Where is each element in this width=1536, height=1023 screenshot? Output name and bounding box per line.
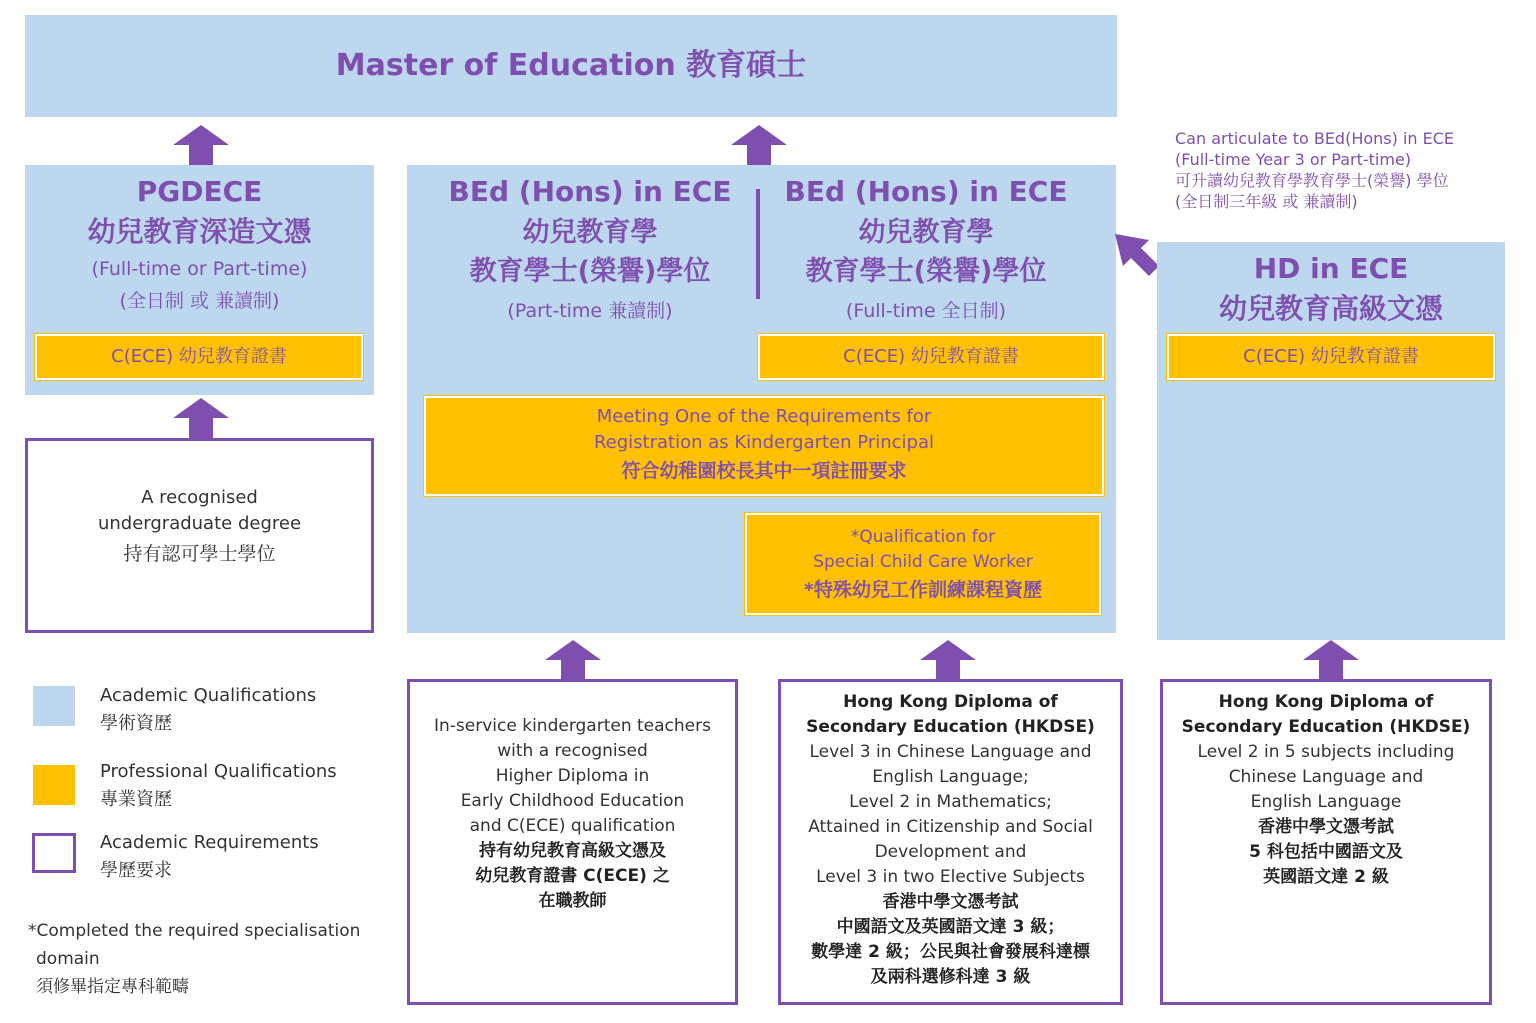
req-hkdse-hd-line-zh: 英國語文達 2 級 bbox=[1263, 867, 1389, 887]
bed-ft-title-zh-2: 教育學士(榮譽)學位 bbox=[805, 256, 1047, 287]
footnote-line: domain bbox=[36, 949, 100, 969]
req-degree-line: undergraduate degree bbox=[97, 513, 302, 534]
req-hkdse-bed-line: Attained in Citizenship and Social bbox=[808, 817, 1093, 837]
req-inservice-line: with a recognised bbox=[497, 741, 648, 761]
master-title: Master of Education 教育碩士 bbox=[335, 48, 807, 83]
legend-requirements-label: Academic Requirements bbox=[100, 832, 319, 853]
requirement-degree-box bbox=[25, 438, 374, 633]
hd-cert-label: C(ECE) 幼兒教育證書 bbox=[1243, 346, 1419, 367]
req-hkdse-bed-line-zh: 數學達 2 級；公民與社會發展科達標 bbox=[811, 942, 1090, 962]
req-hkdse-bed-line: Development and bbox=[874, 842, 1027, 862]
req-hkdse-hd-line-zh: 5 科包括中國語文及 bbox=[1249, 842, 1403, 862]
bed-full-time-heading bbox=[756, 175, 1096, 323]
req-inservice-line-zh: 持有幼兒教育高級文憑及 bbox=[479, 841, 666, 861]
pgdece-title: PGDECE bbox=[136, 175, 263, 208]
req-hkdse-bed-zh-head: 香港中學文憑考試 bbox=[882, 892, 1019, 912]
bed-pt-title: BEd (Hons) in ECE bbox=[448, 175, 732, 208]
req-inservice-line: and C(ECE) qualification bbox=[469, 816, 676, 836]
req-degree-line: A recognised bbox=[141, 487, 258, 508]
bed-ft-cert-badge bbox=[758, 334, 1104, 380]
arrow-up-left-icon bbox=[1113, 232, 1161, 280]
bed-ft-mode: (Full-time 全日制) bbox=[845, 300, 1007, 322]
bed-pt-mode: (Part-time 兼讀制) bbox=[507, 300, 673, 322]
sccw-line: *Qualification for bbox=[850, 527, 996, 547]
req-degree-line-zh: 持有認可學士學位 bbox=[123, 543, 276, 565]
hd-title-zh: 幼兒教育高級文憑 bbox=[1218, 292, 1443, 325]
legend-professional-label-zh: 專業資歷 bbox=[100, 789, 172, 810]
legend-requirements-label-zh: 學歷要求 bbox=[100, 860, 172, 881]
req-hkdse-hd-line: English Language bbox=[1250, 792, 1402, 812]
articulation-line: (全日制三年級 或 兼讀制) bbox=[1175, 192, 1358, 211]
legend-academic-label: Academic Qualifications bbox=[100, 685, 317, 706]
special-child-care-badge bbox=[745, 513, 1101, 615]
requirement-inservice-box bbox=[407, 679, 738, 1005]
req-hkdse-hd-head: Secondary Education (HKDSE) bbox=[1181, 717, 1471, 737]
req-hkdse-hd-line: Level 2 in 5 subjects including bbox=[1197, 742, 1455, 762]
legend-professional-swatch bbox=[33, 765, 75, 805]
req-hkdse-bed-head: Hong Kong Diploma of bbox=[843, 692, 1058, 712]
hd-title: HD in ECE bbox=[1253, 252, 1409, 285]
req-inservice-line: Early Childhood Education bbox=[460, 791, 685, 811]
sccw-line: Special Child Care Worker bbox=[813, 552, 1033, 572]
principal-registration-badge bbox=[424, 396, 1104, 496]
bed-part-time-heading bbox=[420, 175, 760, 323]
req-hkdse-bed-head: Secondary Education (HKDSE) bbox=[806, 717, 1095, 737]
footnote-line: *Completed the required specialisation bbox=[28, 921, 361, 941]
req-hkdse-bed-line: Level 2 in Mathematics; bbox=[849, 792, 1052, 812]
req-hkdse-bed-line-zh: 中國語文及英國語文達 3 級； bbox=[836, 917, 1065, 937]
req-inservice-line-zh: 幼兒教育證書 C(ECE) 之 bbox=[475, 866, 670, 886]
articulation-note bbox=[1175, 128, 1520, 212]
legend-academic-text bbox=[100, 682, 316, 738]
hd-box bbox=[1157, 242, 1505, 640]
pgdece-mode-zh: (全日制 或 兼讀制) bbox=[119, 290, 280, 312]
legend-academic-label-zh: 學術資歷 bbox=[100, 713, 172, 734]
requirement-hkdse-bed-box bbox=[778, 679, 1123, 1005]
bed-ft-title-zh-1: 幼兒教育學 bbox=[858, 217, 994, 248]
master-of-education-box bbox=[25, 15, 1117, 117]
legend-requirements-swatch bbox=[32, 833, 76, 873]
sccw-line-zh: *特殊幼兒工作訓練課程資歷 bbox=[804, 579, 1042, 601]
req-inservice-line: In-service kindergarten teachers bbox=[434, 716, 711, 736]
req-hkdse-bed-line: English Language; bbox=[872, 767, 1029, 787]
req-hkdse-bed-line: Level 3 in two Elective Subjects bbox=[816, 867, 1085, 887]
principal-line: Registration as Kindergarten Principal bbox=[593, 432, 934, 453]
principal-line-zh: 符合幼稚園校長其中一項註冊要求 bbox=[621, 460, 907, 482]
articulation-line: 可升讀幼兒教育學教育學士(榮譽) 學位 bbox=[1175, 171, 1449, 190]
bed-ft-title: BEd (Hons) in ECE bbox=[784, 175, 1068, 208]
articulation-line: (Full-time Year 3 or Part-time) bbox=[1175, 150, 1412, 169]
req-inservice-line-zh: 在職教師 bbox=[538, 891, 607, 911]
legend-professional-label: Professional Qualifications bbox=[100, 761, 337, 782]
bed-pt-title-zh-2: 教育學士(榮譽)學位 bbox=[469, 256, 711, 287]
pgdece-cert-badge bbox=[35, 334, 363, 380]
pgdece-mode: (Full-time or Part-time) bbox=[91, 258, 308, 280]
arrow-up-icon bbox=[173, 398, 229, 438]
req-hkdse-hd-zh-head: 香港中學文憑考試 bbox=[1258, 817, 1394, 837]
req-hkdse-bed-line: Level 3 in Chinese Language and bbox=[809, 742, 1092, 762]
arrow-up-icon bbox=[173, 125, 229, 165]
legend-requirements-text bbox=[100, 829, 319, 885]
pgdece-title-zh: 幼兒教育深造文憑 bbox=[87, 215, 312, 248]
req-hkdse-bed-line-zh: 及兩科選修科達 3 級 bbox=[870, 967, 1031, 987]
legend-professional-text bbox=[100, 758, 337, 814]
footnote bbox=[28, 917, 388, 1001]
hd-cert-badge bbox=[1167, 334, 1495, 380]
pgdece-cert-label: C(ECE) 幼兒教育證書 bbox=[111, 346, 287, 367]
arrow-up-icon bbox=[920, 640, 976, 680]
arrow-up-icon bbox=[1303, 640, 1359, 680]
req-inservice-line: Higher Diploma in bbox=[495, 766, 650, 786]
arrow-up-icon bbox=[731, 125, 787, 165]
requirement-hkdse-hd-box bbox=[1160, 679, 1492, 1005]
req-hkdse-hd-line: Chinese Language and bbox=[1228, 767, 1424, 787]
footnote-line-zh: 須修畢指定專科範疇 bbox=[36, 977, 189, 997]
principal-line: Meeting One of the Requirements for bbox=[596, 406, 932, 427]
arrow-up-icon bbox=[545, 640, 601, 680]
req-hkdse-hd-head: Hong Kong Diploma of bbox=[1218, 692, 1434, 712]
bed-ft-cert-label: C(ECE) 幼兒教育證書 bbox=[843, 346, 1019, 367]
bed-pt-title-zh-1: 幼兒教育學 bbox=[522, 217, 658, 248]
articulation-line: Can articulate to BEd(Hons) in ECE bbox=[1175, 129, 1455, 148]
legend-academic-swatch bbox=[33, 686, 75, 726]
